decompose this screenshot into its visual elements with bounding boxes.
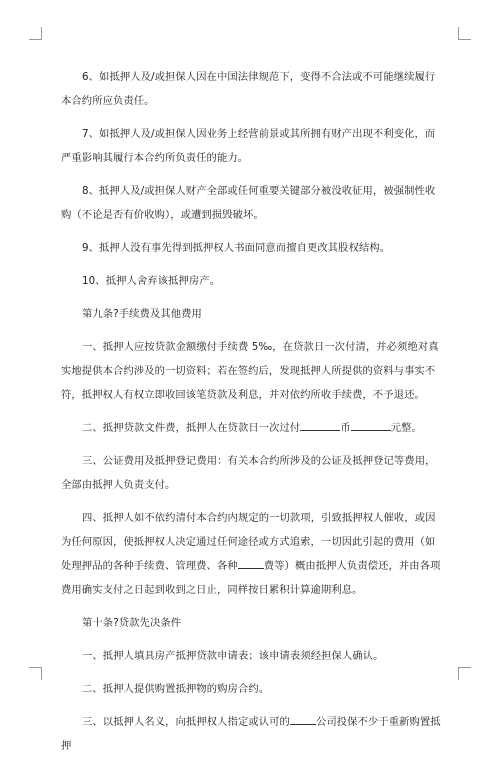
article-10-heading: 第十条?贷款先决条件 [82, 617, 182, 629]
item-3-text-pre: 三、以抵押人名义，向抵押权人指定或认可的 [82, 716, 290, 728]
crop-mark-bottom-left [29, 667, 42, 680]
article-9-item-2 [61, 416, 441, 440]
document-body [61, 65, 441, 767]
article-10-item-2: 二、抵押人提供购置抵押物的购房合约。 [82, 683, 270, 695]
currency-blank [300, 418, 340, 431]
insurer-blank [290, 712, 316, 725]
item-4-text-pre: 四、抵押人如不依约清付本合约内规定的一切款项，引致抵押权人催收，或因为任何原因，使抵押权人决定通过任何途径或方式追索，一切因此引起的费用（如处理押品的各种手续费、管理费、各种 [61, 512, 436, 572]
item-2-text-pre: 二、抵押贷款文件费，抵押人在贷款日一次过付 [82, 422, 301, 434]
crop-mark-bottom-right [458, 667, 471, 680]
item-2-text-mid: 币 [340, 422, 351, 434]
amount-blank [351, 418, 391, 431]
item-3-text-post: 公司投保不少于重新购置抵押 [61, 716, 441, 752]
article-10-item-1: 一、抵押人填具房产抵押贷款申请表；该申请表须经担保人确认。 [82, 650, 384, 662]
article-9-item-3: 三、公证费用及抵押登记费用：有关本合约所涉及的公证及抵押登记等费用，全部由抵押人负责支付。 [61, 455, 436, 491]
fee-type-blank [238, 556, 264, 569]
clause-8: 8、抵押人及/或担保人财产全部或任何重要关键部分被没收征用，被强制性收购（不论是否有价收购），或遭到损毁破坏。 [61, 185, 436, 221]
clause-10: 10、抵押人舍弃该抵押房产。 [82, 275, 221, 287]
crop-mark-top-right [458, 27, 471, 40]
crop-mark-top-left [29, 27, 42, 40]
clause-6: 6、如抵押人及/或担保人因在中国法律规范下，变得不合法或不可能继续履行本合约所应负责任。 [61, 71, 436, 107]
item-2-text-post: 元整。 [390, 422, 422, 434]
article-9-item-4 [61, 506, 441, 602]
article-9-heading: 第九条?手续费及其他费用 [82, 308, 202, 320]
article-9-item-1: 一、抵押人应按贷款金额缴付手续费 5‰，在贷款日一次付清，并必须绝对真实地提供本合约涉及的一切资料；若在签约后，发现抵押人所提供的资料与事实不符，抵押权人有权立即收回该笔贷款及利息，并对依约所收手续费，不予退还。 [61, 341, 439, 401]
clause-9: 9、抵押人没有事先得到抵押权人书面同意而擅自更改其股权结构。 [82, 242, 391, 254]
clause-7: 7、如抵押人及/或担保人因业务上经营前景或其所拥有财产出现不利变化，而严重影响其履行本合约所负责任的能力。 [61, 128, 436, 164]
article-10-item-3 [61, 710, 441, 758]
item-4-text-post: 费等）概由抵押人负责偿还，并由各项费用确实支付之日起到收到之日止，同样按日累积计算逾期利息。 [61, 560, 441, 596]
